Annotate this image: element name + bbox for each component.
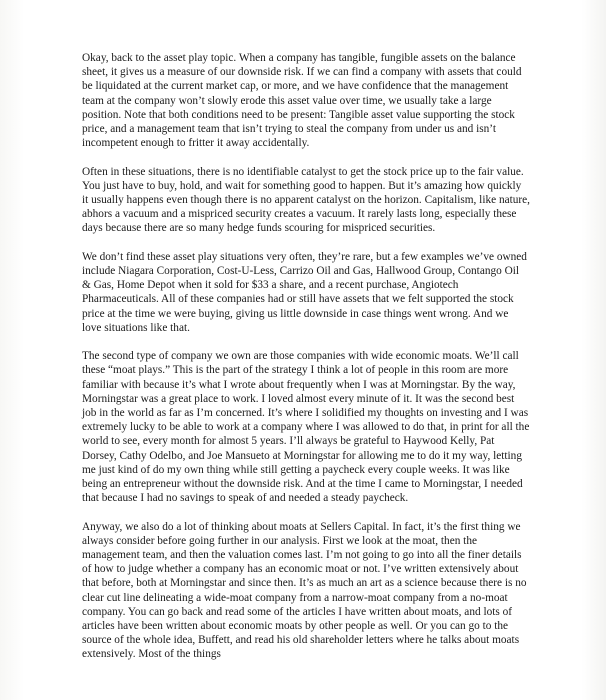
paragraph-sellers-capital: Anyway, we also do a lot of thinking about moats at Sellers Capital. In fact, it’s the first thing we always consider before going further in our analysis. First we look at the moat, then the management team, and then the valuation comes last. I’m not going to go into all the finer details of how to judge whether a company has an economic moat or not. I’ve written extensively about that before, both at Morningstar and since then. It’s as much an art as a science because there is no clear cut line delineating a wide-moat company from a narrow-moat company from a no-moat company. You can go back and read some of the articles I have written about moats, and lots of articles have been written about economic moats by other people as well. Or you can go to the source of the whole idea, Buffett, and read his old shareholder letters where he talks about moats extensively. Most of the things xyxy=(82,520,527,661)
paragraph-examples: We don’t find these asset play situations very often, they’re rare, but a few examples we’ve owned include Niagara Corporation, Cost-U-Less, Carrizo Oil and Gas, Hallwood Group, Contango Oil & Gas, Home Depot when it sold for $33 a share, and a recent purchase, Angiotech Pharmaceuticals. All of these companies had or still have assets that we felt supported the stock price at the time we were buying, giving us little downside in case things went wrong. And we love situations like that. xyxy=(82,250,527,334)
paragraph-asset-play: Okay, back to the asset play topic. When a company has tangible, fungible assets on the balance sheet, it gives us a measure of our downside risk. If we can find a company with assets that could be liquidated at the current market cap, or more, and we have confidence that the management team at the company won’t slowly erode this asset value over time, we usually take a large position. Note that both conditions need to be present: Tangible asset value supporting the stock price, and a management team that isn’t trying to steal the company from under us and isn’t incompetent enough to fritter it away accidentally. xyxy=(82,52,522,150)
paragraph-moat-plays: The second type of company we own are those companies with wide economic moats. We’ll call these “moat plays.” This is the part of the strategy I think a lot of people in this room are more familiar with because it’s what I wrote about frequently when I was at Morningstar. By the way, Morningstar was a great place to work. I loved almost every minute of it. It was the second best job in the world as far as I’m concerned. It’s where I solidified my thoughts on investing and I was extremely lucky to be able to work at a company where I was allowed to do that, in print for all the world to see, every month for almost 5 years. I’ll always be grateful to Haywood Kelly, Pat Dorsey, Cathy Odelbo, and Joe Mansueto at Morningstar for allowing me to do it my way, letting me just kind of do my own thing while still getting a paycheck every couple weeks. It was like being an entrepreneur without the downside risk. And at the time I came to Morningstar, I needed that because I had no savings to speak of and needed a steady paycheck. xyxy=(82,350,530,505)
document-body xyxy=(82,51,530,662)
paragraph-catalyst: Often in these situations, there is no identifiable catalyst to get the stock price up to the fair value. You just have to buy, hold, and wait for something good to happen. But it’s amazing how quickly it usually happens even though there is no apparent catalyst on the horizon. Capitalism, like nature, abhors a vacuum and a mispriced security creates a vacuum. It rarely lasts long, especially these days because there are so many hedge funds scouring for mispriced securities. xyxy=(82,165,530,235)
